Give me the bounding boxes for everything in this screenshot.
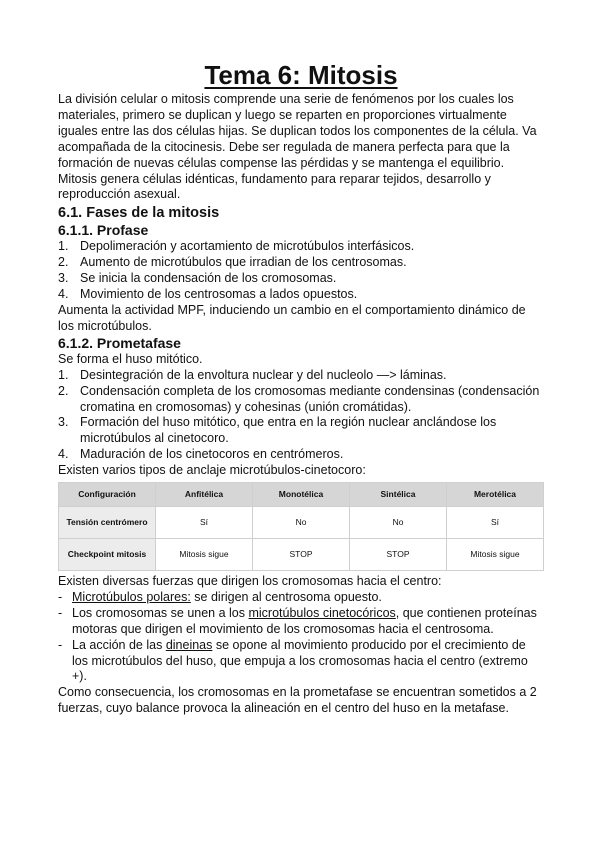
table-row [59,507,544,539]
intro-paragraph: La división celular o mitosis comprende una serie de fenómenos por los cuales los materiales, primero se duplican y luego se reparten en proporciones virtualmente iguales entre las dos células hijas. Se duplican todos los componentes de la célula. Va acompañada de la citocinesis. Debe ser regulada de manera perfecta para que la formación de nuevas células compense las pérdidas y se mantenga el equilibrio. Mitosis genera células idénticas, fundamento para reparar tejidos, desarrollo y reproducción asexual. [58,92,537,202]
list-item [58,239,544,255]
table-row-header: Checkpoint mitosis [59,539,156,571]
list-item-text: Depolimeración y acortamiento de microtúbulos interfásicos. [80,239,415,254]
table-cell: STOP [253,539,350,571]
underlined-term: microtúbulos cinetocóricos [248,605,396,620]
list-number: 3. [58,415,69,430]
table-cell: No [253,507,350,539]
prometafase-intro: Se forma el huso mitótico. [58,351,203,366]
list-item [58,415,544,447]
list-item [58,590,544,606]
list-number: 4. [58,447,69,462]
table-cell: STOP [350,539,447,571]
list-item-text: Condensación completa de los cromosomas mediante condensinas (condensación cromatina en cromosomas) y cohesinas (unión cromátidas). [80,383,540,414]
list-item-text: Aumento de microtúbulos que irradian de los centrosomas. [80,255,407,270]
list-item-text: Desintegración de la envoltura nuclear y del nucleolo —> láminas. [80,367,447,382]
table-cell: Sí [156,507,253,539]
forces-intro: Existen diversas fuerzas que dirigen los cromosomas hacia el centro: [58,574,442,589]
list-number: 1. [58,367,69,382]
list-item [58,255,544,271]
table-cell: No [350,507,447,539]
table-cell: Sí [447,507,544,539]
list-item-text: se opone al movimiento producido por el crecimiento de los microtúbulos del huso, que empuja a los cromosomas hacia el centro (extremo +). [72,637,528,684]
list-item-text: Se inicia la condensación de los cromosomas. [80,271,337,286]
table-header-cell: Configuración [59,483,156,507]
list-item-text: Maduración de los cinetocoros en centrómeros. [80,447,344,462]
conclusion-paragraph: Como consecuencia, los cromosomas en la prometafase se encuentran sometidos a 2 fuerzas, cuyo balance provoca la alineación en el centro del huso en la metafase. [58,685,537,716]
subsection-heading-prometafase: 6.1.2. Prometafase [58,334,181,351]
section-heading-fases: 6.1. Fases de la mitosis [58,205,220,222]
list-item [58,368,544,384]
table-intro: Existen varios tipos de anclaje microtúbulos-cinetocoro: [58,463,366,478]
table-header-cell: Sintélica [350,483,447,507]
list-number: 2. [58,383,69,398]
list-item-text: se dirigen al centrosoma opuesto. [190,589,382,604]
forces-list [58,590,544,685]
subsection-heading-profase: 6.1.1. Profase [58,222,149,239]
list-item-text: , que contienen proteínas motoras que dirigen el movimiento de los cromosomas hacia el centrosoma. [72,605,537,636]
list-item [58,271,544,287]
table-header-row [59,483,544,507]
list-item [58,384,544,416]
table-header-cell: Monotélica [253,483,350,507]
list-item [58,447,544,463]
list-item [58,638,544,686]
list-number: 3. [58,271,69,286]
list-item-text: Los cromosomas se unen a los [72,605,249,620]
dash-bullet: - [58,605,63,620]
dash-bullet: - [58,589,63,604]
table-header-cell: Anfitélica [156,483,253,507]
page-title: Tema 6: Mitosis [204,60,398,90]
underlined-term: Microtúbulos polares: [72,589,191,604]
underlined-term: dineinas [165,637,213,652]
table-header-cell: Merotélica [447,483,544,507]
list-item [58,287,544,303]
document-body [58,58,544,717]
table-cell: Mitosis sigue [156,539,253,571]
list-number: 1. [58,239,69,254]
dash-bullet: - [58,637,63,652]
profase-note: Aumenta la actividad MPF, induciendo un cambio en el comportamiento dinámico de los microtúbulos. [58,302,526,333]
list-number: 2. [58,255,69,270]
profase-list [58,239,544,303]
list-item-text: Movimiento de los centrosomas a lados opuestos. [80,287,358,302]
table-row-header: Tensión centrómero [59,507,156,539]
list-number: 4. [58,287,69,302]
anchoring-table [58,482,544,571]
list-item-text: La acción de las [72,637,166,652]
table-cell: Mitosis sigue [447,539,544,571]
prometafase-list [58,368,544,463]
list-item-text: Formación del huso mitótico, que entra en la región nuclear anclándose los microtúbulos al cinetocoro. [80,415,497,446]
table-row [59,539,544,571]
list-item [58,606,544,638]
